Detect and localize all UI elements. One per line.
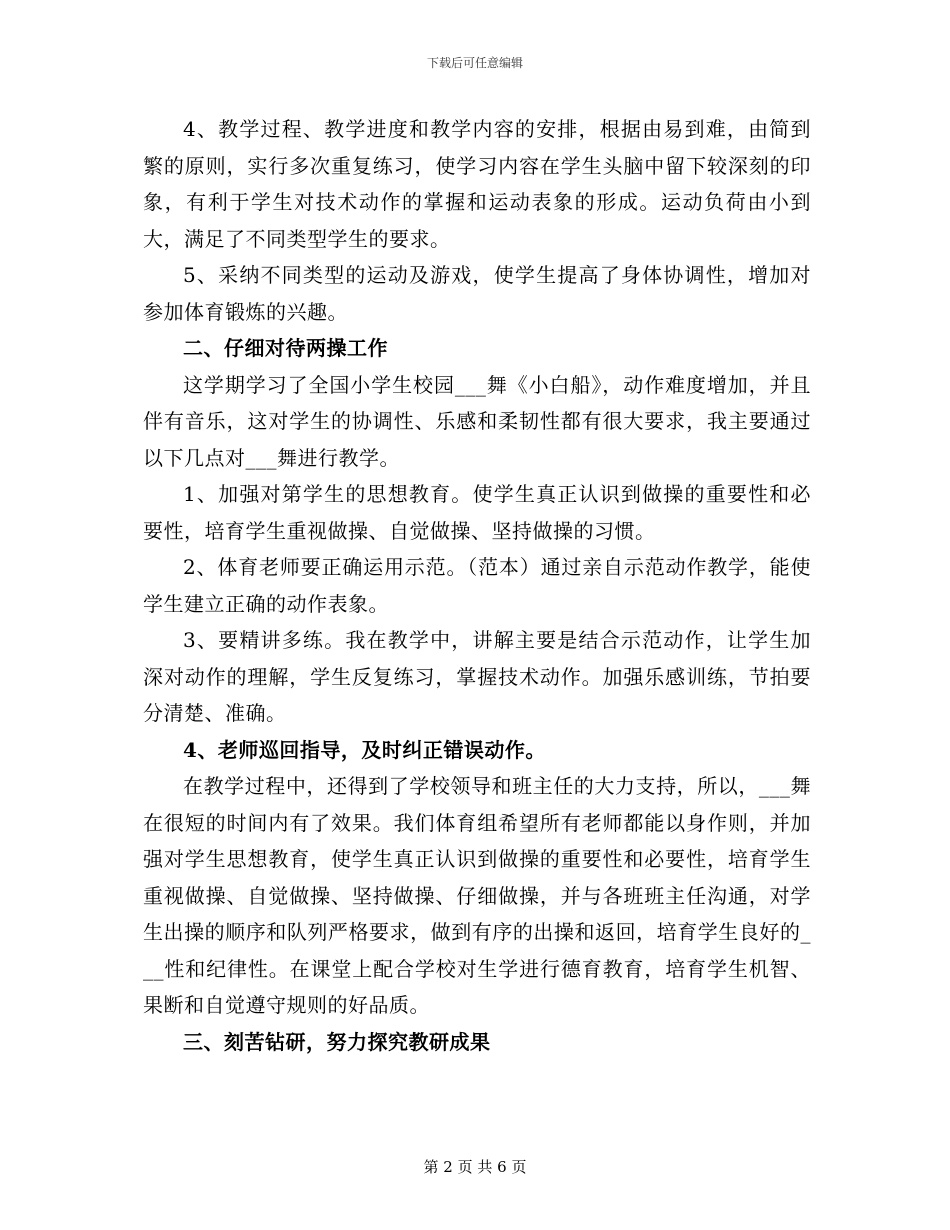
page-footer: 第 2 页 共 6 页 — [423, 1158, 527, 1176]
paragraph-point-1: 1、加强对第学生的思想教育。使学生真正认识到做操的重要性和必要性，培育学生重视做操、自觉做操、坚持做操的习惯。 — [143, 482, 811, 543]
paragraph-item-4: 4、教学过程、教学进度和教学内容的安排，根据由易到难，由简到繁的原则，实行多次重复练习，使学习内容在学生头脑中留下较深刻的印象，有利于学生对技术动作的掌握和运动表象的形成。运动负荷由小到大，满足了不同类型学生的要求。 — [143, 117, 811, 251]
subheading-point-4: 4、老师巡回指导，及时纠正错误动作。 — [183, 737, 546, 762]
page-header: 下载后可任意编辑 — [426, 56, 523, 70]
document-body — [143, 111, 811, 1060]
paragraph-point-2: 2、体育老师要正确运用示范。（范本）通过亲自示范动作教学，能使学生建立正确的动作表象。 — [143, 555, 811, 616]
paragraph-dance-intro: 这学期学习了全国小学生校园___舞《小白船》，动作难度增加，并且伴有音乐，这对学生的协调性、乐感和柔韧性都有很大要求，我主要通过以下几点对___舞进行教学。 — [143, 372, 811, 470]
section-heading-three: 三、刻苦钻研，努力探究教研成果 — [183, 1029, 491, 1054]
paragraph-point-3: 3、要精讲多练。我在教学中，讲解主要是结合示范动作，让学生加深对动作的理解，学生反复练习，掌握技术动作。加强乐感训练，节拍要分清楚、准确。 — [143, 628, 811, 725]
section-heading-two: 二、仔细对待两操工作 — [183, 336, 388, 360]
paragraph-item-5: 5、采纳不同类型的运动及游戏，使学生提高了身体协调性，增加对参加体育锻炼的兴趣。 — [143, 263, 811, 324]
paragraph-support: 在教学过程中，还得到了学校领导和班主任的大力支持，所以，___舞在很短的时间内有了效果。我们体育组希望所有老师都能以身作则，并加强对学生思想教育，使学生真正认识到做操的重要性和必要性，培育学生重视做操、自觉做操、坚持做操、仔细做操，并与各班班主任沟通，对学生出操的顺序和队列严格要求，做到有序的出操和返回，培育学生良好的___性和纪律性。在课堂上配合学校对生学进行德育教育，培育学生机智、果断和自觉遵守规则的好品质。 — [143, 774, 811, 1017]
